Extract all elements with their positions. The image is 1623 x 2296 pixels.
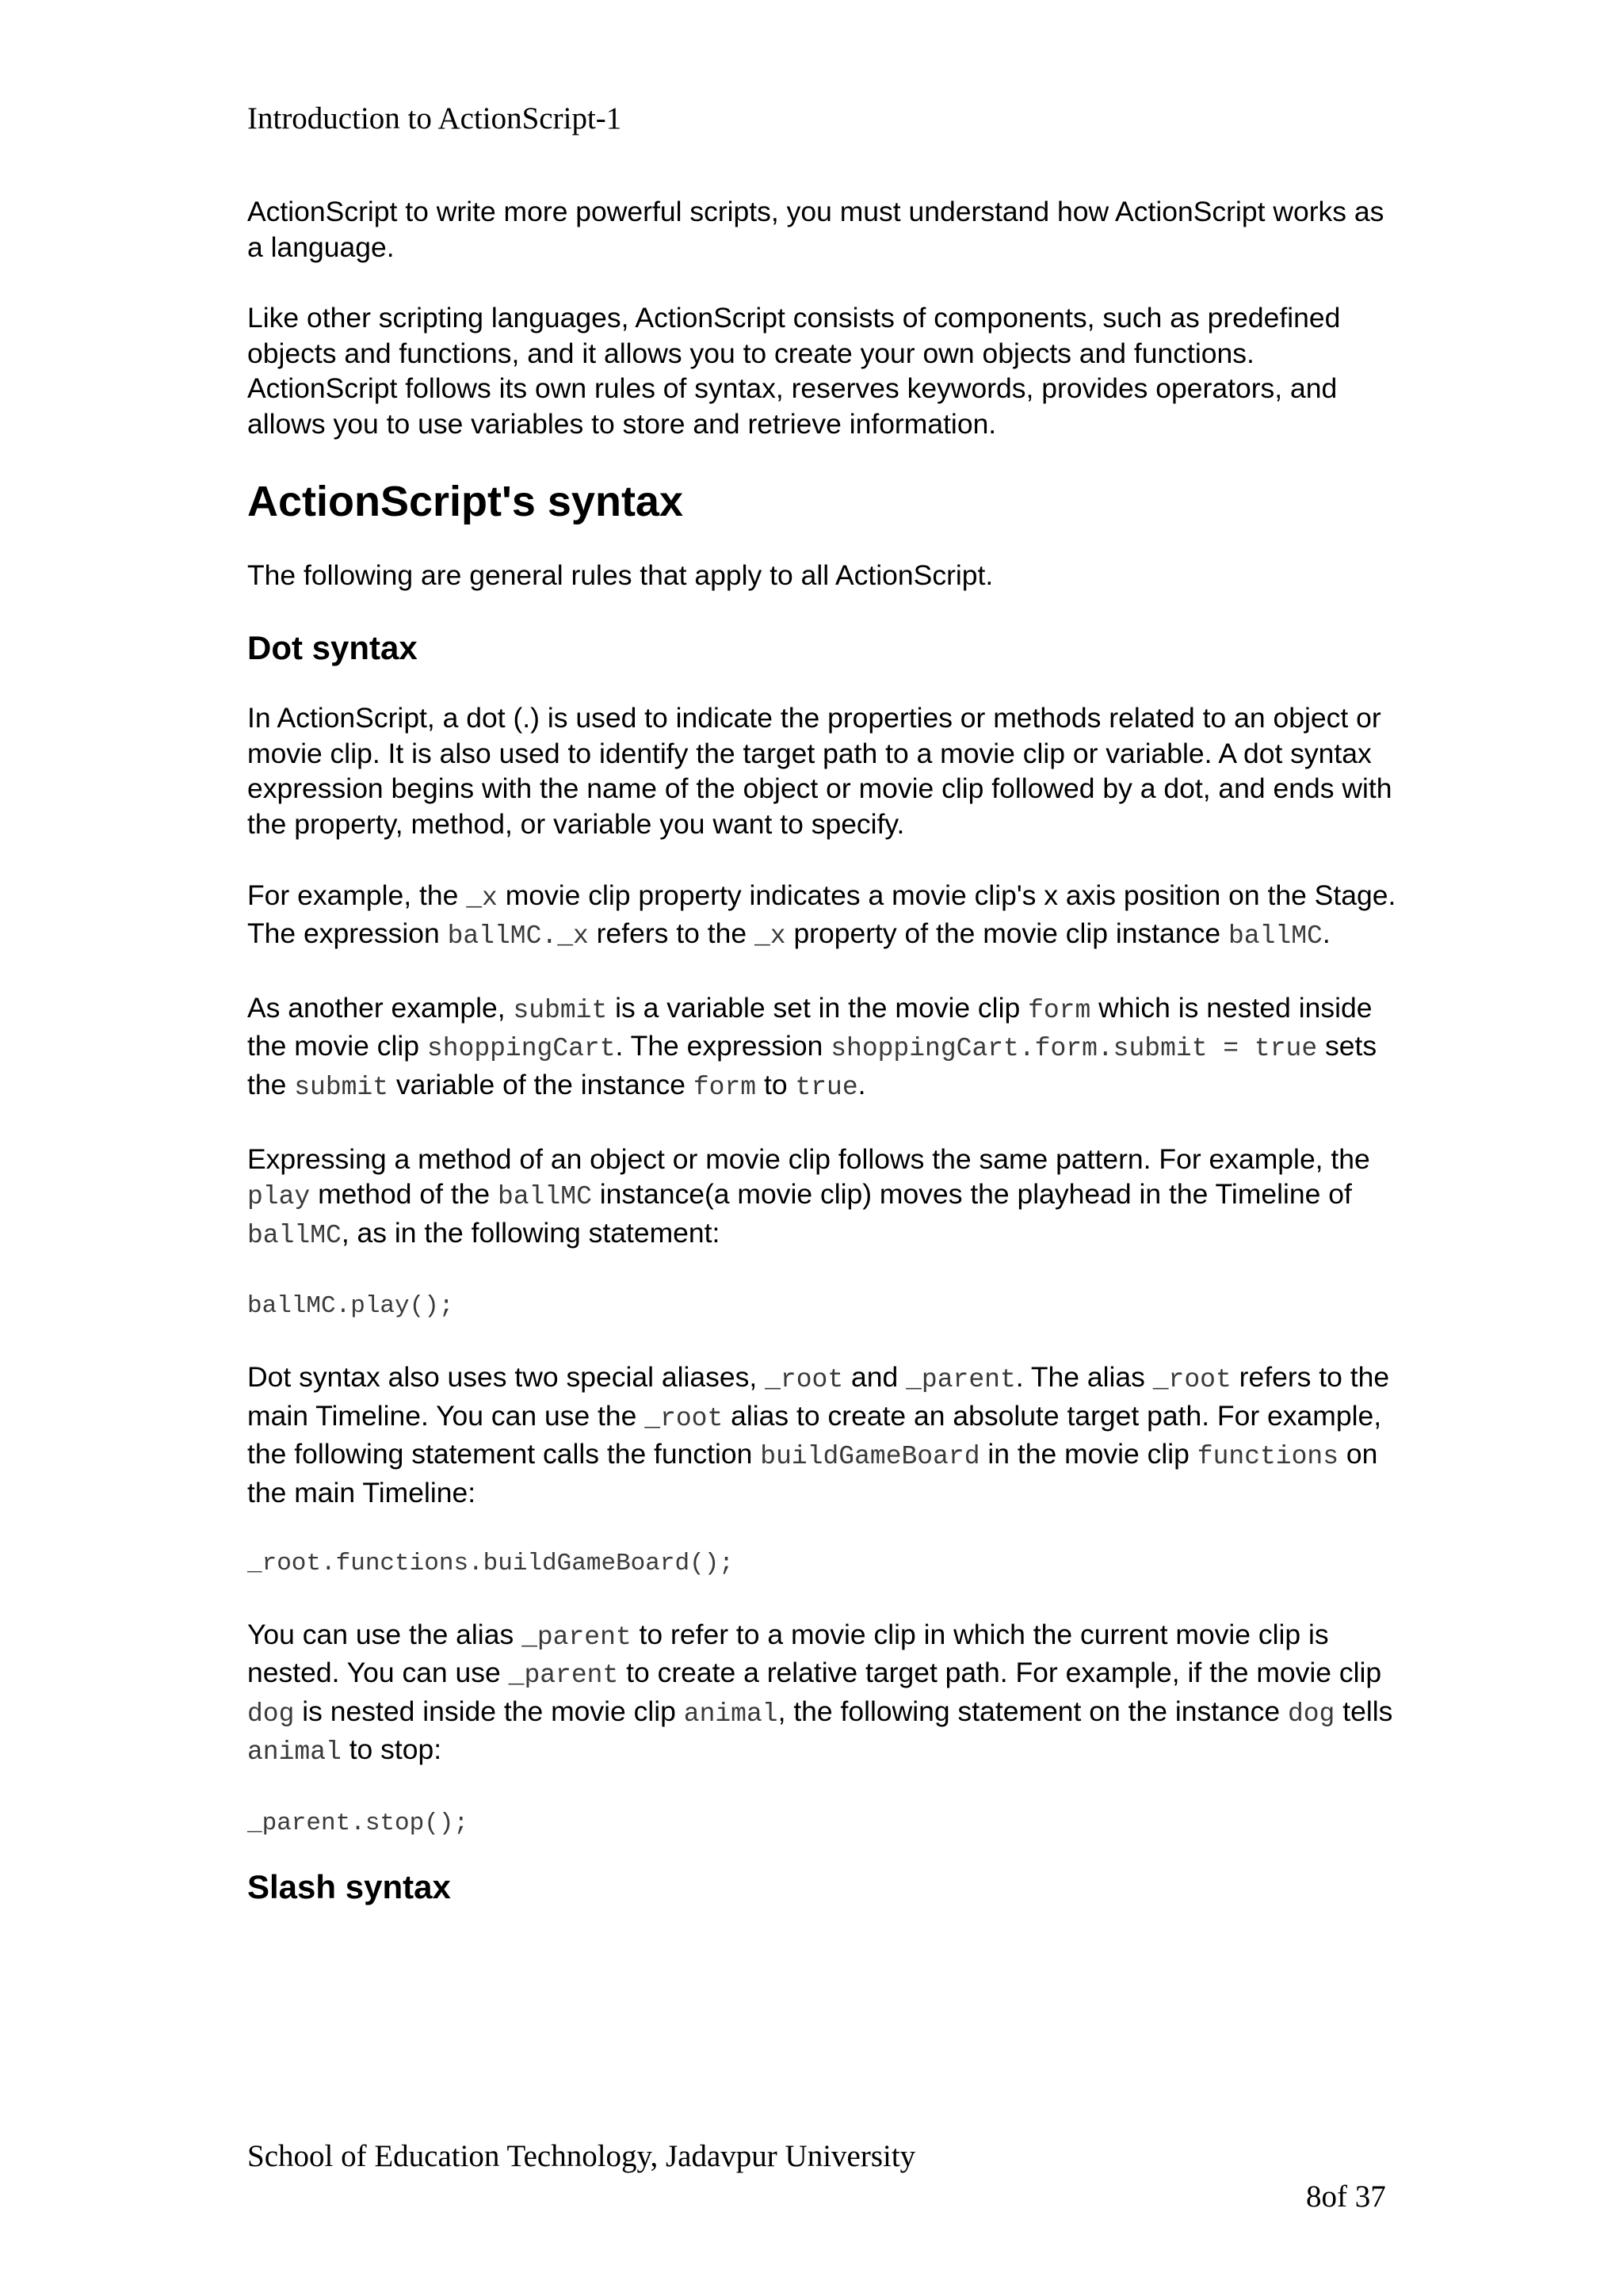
inline-code: _parent [906, 1365, 1016, 1395]
subheading-dot-syntax: Dot syntax [247, 629, 418, 667]
text-run: Expressing a method of an object or movie clip follows the same pattern. For example, the [247, 1142, 1370, 1175]
code-example-play: ballMC.play(); [247, 1292, 454, 1321]
inline-code: ballMC [247, 1220, 342, 1250]
text-run: to stop: [341, 1733, 442, 1766]
text-run: sets the [247, 1030, 1377, 1100]
text-run: tells [1335, 1695, 1393, 1727]
dot-syntax-paragraph-5 [247, 1360, 1396, 1510]
text-run: , as in the following statement: [341, 1216, 720, 1249]
text-run: is nested inside the movie clip [294, 1695, 684, 1727]
inline-code: functions [1197, 1442, 1339, 1472]
inline-code: ballMC [1228, 921, 1323, 952]
inline-code: ballMC._x [447, 921, 589, 952]
footer-page-number: 8of 37 [1306, 2180, 1386, 2214]
text-run: variable of the instance [388, 1068, 693, 1100]
inline-code: _x [754, 921, 786, 952]
text-run: Dot syntax also uses two special aliases, [247, 1361, 766, 1394]
dot-syntax-paragraph-6 [247, 1617, 1396, 1771]
inline-code: _root [644, 1403, 724, 1433]
text-run: . [857, 1068, 866, 1100]
text-run: . [1322, 917, 1331, 950]
text-run: is a variable set in the movie clip [607, 991, 1029, 1024]
inline-code: submit [513, 995, 608, 1025]
dot-syntax-paragraph-1: In ActionScript, a dot (.) is used to indicate the properties or methods related to an object or movie clip. It is also used to identify the target path to a movie clip or variable. A dot syntax expression begins with the name of the object or movie clip followed by a dot, and ends with the property, method, or variable you want to specify. [247, 702, 1392, 840]
text-run: refers to the main Timeline. You can use the [247, 1361, 1390, 1432]
dot-syntax-paragraph-3 [247, 990, 1396, 1106]
text-run: property of the movie clip instance [785, 917, 1228, 950]
subheading-slash-syntax: Slash syntax [247, 1868, 451, 1906]
inline-code: _root [1152, 1365, 1232, 1395]
text-run: and [843, 1361, 907, 1394]
text-run: You can use the alias [247, 1618, 522, 1650]
dot-syntax-paragraph-4 [247, 1142, 1396, 1254]
inline-code: form [1028, 995, 1091, 1025]
text-run: which is nested inside the movie clip [247, 991, 1373, 1062]
inline-code: shoppingCart [426, 1034, 616, 1064]
inline-code: play [247, 1182, 311, 1212]
code-example-build-game-board: _root.functions.buildGameBoard(); [247, 1549, 734, 1577]
inline-code: animal [683, 1699, 778, 1729]
text-run: instance(a movie clip) moves the playhead in the Timeline of [591, 1178, 1352, 1211]
intro-paragraph-1: ActionScript to write more powerful scripts, you must understand how ActionScript works as a language. [247, 196, 1384, 263]
text-run: alias to create an absolute target path. For example, the following statement calls the function [247, 1399, 1382, 1470]
inline-code: dog [1287, 1699, 1335, 1729]
inline-code: _root [765, 1365, 844, 1395]
text-run: For example, the [247, 879, 467, 911]
footer-institution: School of Education Technology, Jadavpur University [247, 2139, 916, 2173]
text-run: . The expression [615, 1030, 831, 1062]
text-run: to create a relative target path. For example, if the movie clip [618, 1657, 1382, 1689]
inline-code: form [693, 1072, 757, 1102]
syntax-intro-paragraph: The following are general rules that apply to all ActionScript. [247, 559, 994, 591]
text-run: on the main Timeline: [247, 1438, 1378, 1509]
inline-code: buildGameBoard [760, 1442, 980, 1472]
section-heading-syntax: ActionScript's syntax [247, 477, 683, 525]
text-run: , the following statement on the instance [777, 1695, 1288, 1727]
running-header: Introduction to ActionScript-1 [247, 101, 622, 135]
inline-code: ballMC [498, 1182, 592, 1212]
text-run: refers to the [588, 917, 754, 950]
intro-paragraph-2: Like other scripting languages, ActionScript consists of components, such as predefined objects and functions, and it allows you to create your own objects and functions. ActionScript follows its own rules of syntax, reserves keywords, provides operators, and allows you to use variables to store and retrieve information. [247, 302, 1341, 440]
text-run: movie clip property indicates a movie clip's x axis position on the Stage. The expression [247, 879, 1396, 950]
inline-code: _parent [521, 1622, 632, 1652]
text-run: to refer to a movie clip in which the current movie clip is nested. You can use [247, 1618, 1329, 1689]
text-run: to [756, 1068, 796, 1100]
inline-code: submit [294, 1072, 389, 1102]
inline-code: _x [466, 883, 498, 913]
text-run: method of the [310, 1178, 498, 1211]
text-run: As another example, [247, 991, 514, 1024]
inline-code: animal [247, 1737, 342, 1768]
page-content [247, 194, 1396, 1909]
text-run: . The alias [1015, 1361, 1153, 1394]
inline-code: dog [247, 1699, 295, 1729]
inline-code: shoppingCart.form.submit = true [831, 1034, 1318, 1064]
inline-code: true [795, 1072, 858, 1102]
dot-syntax-paragraph-2 [247, 878, 1396, 955]
inline-code: _parent [508, 1661, 619, 1691]
text-run: in the movie clip [980, 1438, 1197, 1470]
code-example-parent-stop: _parent.stop(); [247, 1810, 469, 1838]
